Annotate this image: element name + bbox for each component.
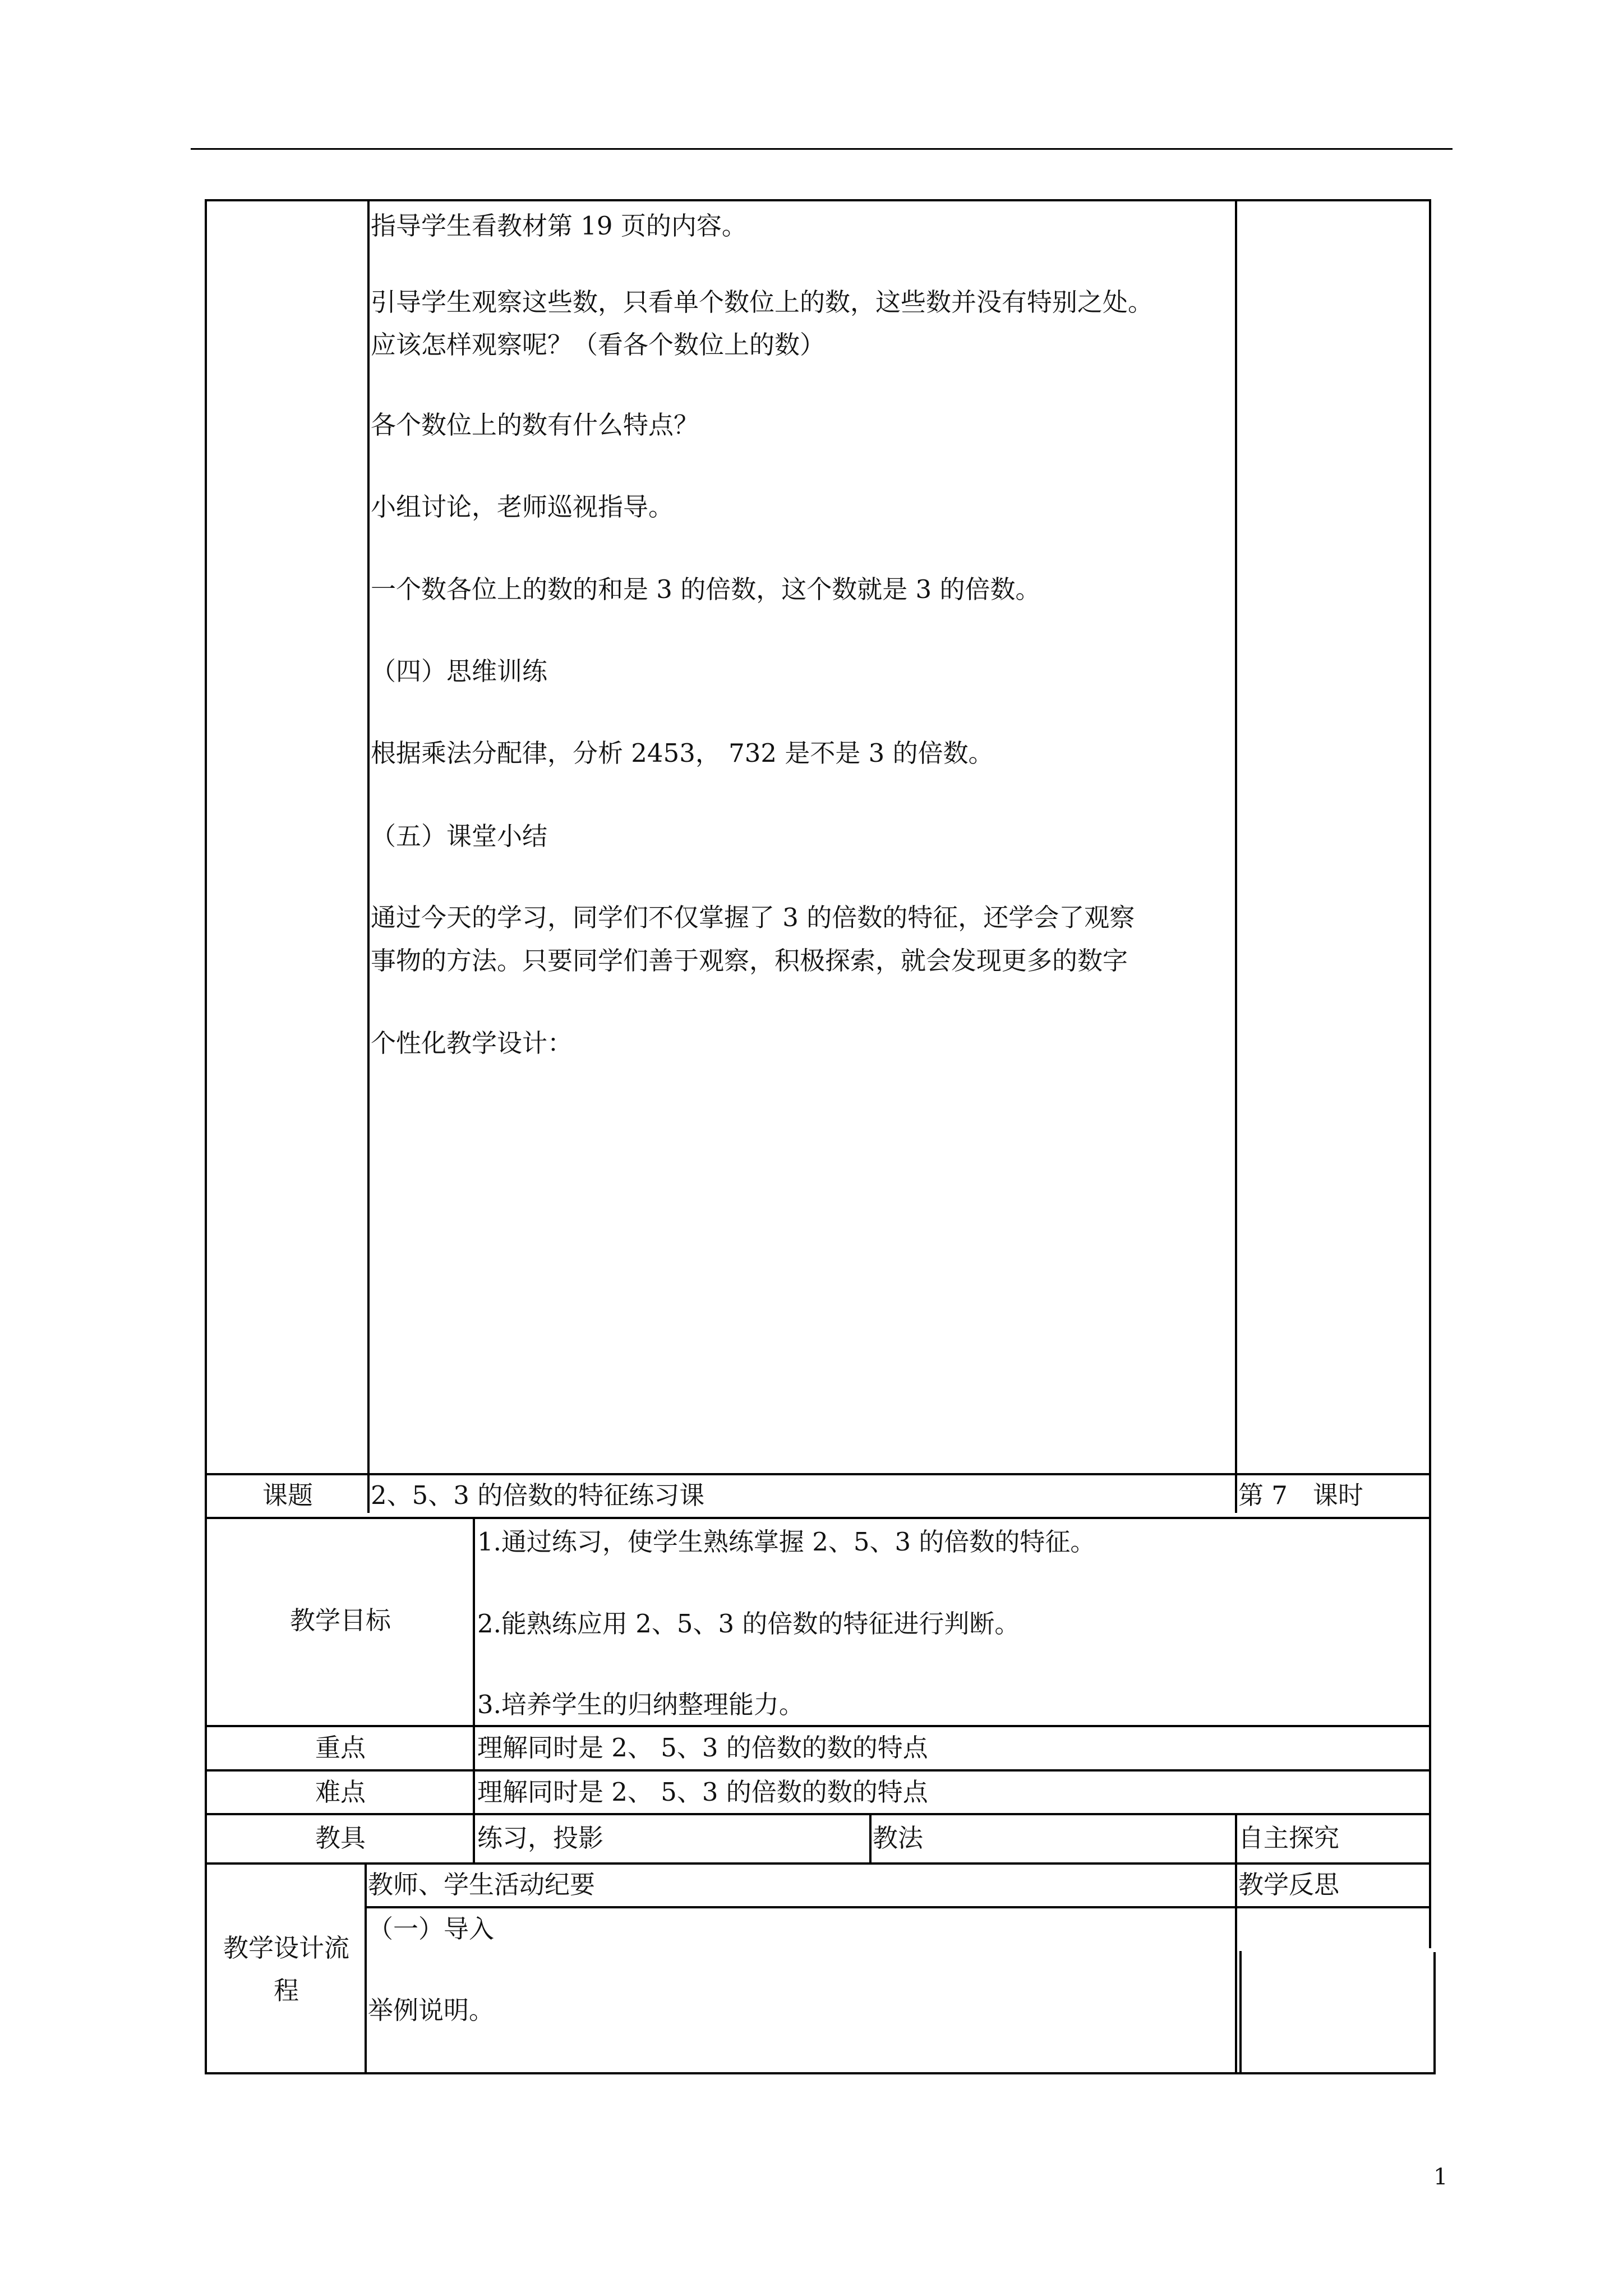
row-line-topic-top [205, 1473, 1430, 1475]
row-line-difficulty-bottom [205, 1813, 1430, 1815]
tools-label: 教具 [315, 1823, 366, 1853]
activity-header: 教师、学生活动纪要 [368, 1870, 596, 1899]
objective-item: 1.通过练习，使学生熟练掌握 2、5、3 的倍数的特征。 [477, 1527, 1096, 1557]
col-line-upper-right [1235, 199, 1237, 1513]
table-border-right-upper [1429, 199, 1431, 1948]
col-line-flow-right [1235, 1862, 1237, 2073]
flow-label-line2: 程 [273, 1976, 299, 2005]
topic-value: 2、5、3 的倍数的特征练习课 [371, 1480, 705, 1510]
col-line-flow-reflection [1239, 1951, 1242, 2073]
col-line-method [869, 1813, 872, 1864]
intro-heading: （一）导入 [368, 1914, 495, 1944]
row-line-flow-header-bottom [365, 1906, 1430, 1908]
section-heading: （五）课堂小结 [371, 821, 548, 851]
reflection-header: 教学反思 [1238, 1870, 1340, 1899]
row-line-topic-bottom [205, 1517, 1430, 1519]
tools-value: 练习，投影 [477, 1823, 604, 1853]
paragraph: 一个数各位上的数的和是 3 的倍数，这个数就是 3 的倍数。 [371, 574, 1041, 604]
paragraph: 根据乘法分配律，分析 2453， 732 是不是 3 的倍数。 [371, 738, 994, 768]
topic-label: 课题 [262, 1480, 313, 1510]
paragraph: 通过今天的学习，同学们不仅掌握了 3 的倍数的特征，还学会了观察 [371, 903, 1135, 932]
row-line-keypoint-bottom [205, 1769, 1430, 1772]
example-text: 举例说明。 [368, 1995, 495, 2025]
paragraph: 各个数位上的数有什么特点？ [371, 410, 699, 440]
row-line-tools-bottom [205, 1862, 1430, 1865]
col-line-flow-left [365, 1862, 367, 2073]
paragraph: 指导学生看教材第 19 页的内容。 [371, 211, 747, 241]
key-point-value: 理解同时是 2、 5、3 的倍数的数的特点 [477, 1733, 928, 1763]
table-border-bottom [205, 2072, 1436, 2074]
paragraph: 个性化教学设计： [371, 1028, 573, 1058]
table-border-right-lower [1433, 1952, 1436, 2074]
difficulty-label: 难点 [315, 1777, 366, 1807]
method-label: 教法 [873, 1823, 924, 1853]
difficulty-value: 理解同时是 2、 5、3 的倍数的数的特点 [477, 1777, 928, 1807]
objective-item: 2.能熟练应用 2、5、3 的倍数的特征进行判断。 [477, 1609, 1020, 1639]
row-line-objectives-bottom [205, 1725, 1430, 1727]
period-label: 第 7 课时 [1238, 1480, 1363, 1510]
objective-item: 3.培养学生的归纳整理能力。 [477, 1690, 804, 1719]
paragraph: 引导学生观察这些数，只看单个数位上的数，这些数并没有特别之处。 [371, 287, 1154, 317]
method-value: 自主探究 [1238, 1823, 1340, 1853]
table-border-top [205, 199, 1430, 201]
objectives-label: 教学目标 [289, 1605, 391, 1635]
section-heading: （四）思维训练 [371, 656, 548, 686]
paragraph: 事物的方法。只要同学们善于观察，积极探索，就会发现更多的数字 [371, 946, 1128, 976]
col-line-method-value [1235, 1813, 1237, 1864]
key-point-label: 重点 [315, 1733, 366, 1763]
col-line-upper-left [367, 199, 370, 1513]
paragraph: 应该怎样观察呢？（看各个数位上的数） [371, 330, 826, 360]
col-line-objectives [473, 1517, 475, 1864]
page-number: 1 [1433, 2164, 1448, 2190]
header-rule [191, 148, 1453, 150]
flow-label-line1: 教学设计流 [223, 1933, 349, 1963]
paragraph: 小组讨论，老师巡视指导。 [371, 492, 674, 522]
